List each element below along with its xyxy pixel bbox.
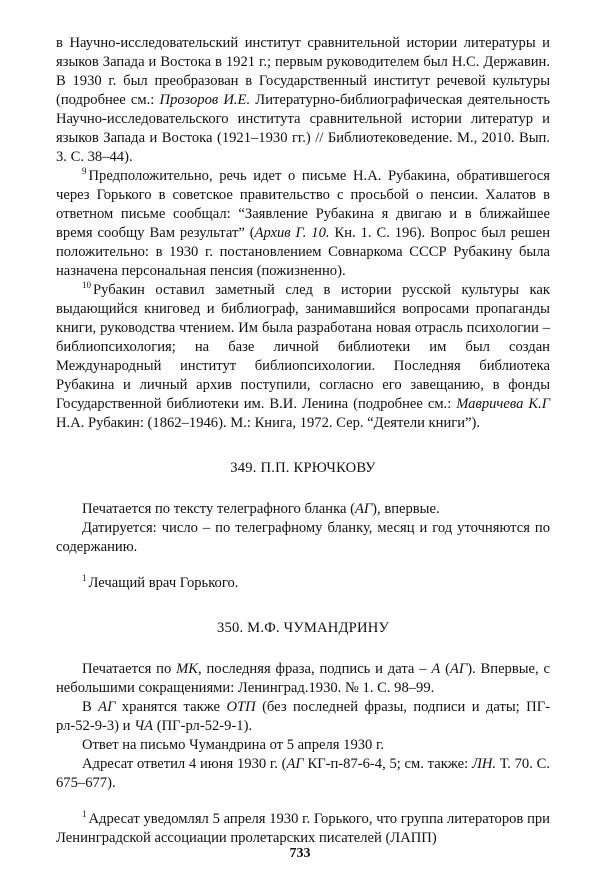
- section-heading-350: 350. М.Ф. ЧУМАНДРИНУ: [217, 620, 389, 636]
- commentary-paragraph: Ответ на письмо Чумандрина от 5 апреля 1930 г.: [82, 737, 384, 753]
- page-body: [56, 34, 550, 848]
- section-heading-349: 349. П.П. КРЮЧКОВУ: [230, 460, 376, 476]
- footnote-text: Н.А. Рубакин: (1862–1946). М.: Книга, 1972. Сер. “Деятели книги”).: [56, 415, 481, 431]
- footnote-source-ref: Архив Г. 10.: [254, 225, 330, 241]
- note-text: Литературно-библиографическая деятельность Научно-исследовательского института сравнительной истории литератур и языков Запада и Востока (1921–1930 гг.) // Библиотековедение. М., 2010. Вып. 3. С. 38–44).: [56, 92, 550, 165]
- footnote-1: [56, 810, 550, 848]
- footnote-10: [56, 281, 550, 433]
- footnote-1: [56, 574, 550, 593]
- commentary-paragraph: Печатается по тексту телеграфного бланка (АГ), впервые.: [82, 501, 440, 517]
- footnote-9: [56, 167, 550, 281]
- footnote-text: Кн. 1. С. 196). Вопрос был решен положительно: в 1930 г. постановлением Совнаркома СССР Рубакину была назначена персональная пенсия (пожизненно).: [56, 225, 551, 279]
- page-number: 733: [289, 846, 311, 861]
- footnote-number: 1: [82, 573, 87, 584]
- footnote-text: Лечащий врач Горького.: [88, 575, 239, 591]
- footnote-number: 1: [82, 809, 87, 820]
- commentary-paragraph: Адресат ответил 4 июня 1930 г. (АГ КГ-п-87-6-4, 5; см. также: ЛН. Т. 70. С. 675–677).: [56, 756, 550, 791]
- commentary-paragraph: Печатается по МК, последняя фраза, подпись и дата – А (АГ). Впервые, с небольшими сокращениями: Ленинград.1930. № 1. С. 98–99.: [56, 661, 550, 696]
- footnote-text: Рубакин оставил заметный след в истории русской культуры как выдающийся книговед и библиограф, занимавшийся вопросами пропаганды книги, руководства чтением. Им была разработана новая отрасль психологии – библиопсихология; на базе личной библиотеки им был создан Международный институт библиопсихологии. Последняя библиотека Рубакина и личный архив поступили, согласно его завещанию, в фонды Государственной библиотеки им. В.И. Ленина (подробнее см.:: [56, 282, 550, 412]
- footnote-author-ref: Мавричева К.Г: [456, 396, 550, 412]
- note-author-ref: Прозоров И.Е.: [159, 92, 251, 108]
- footnote-text: Предположительно, речь идет о письме Н.А. Рубакина, обратившегося через Горького в советское правительство с просьбой о пенсии. Халатов в ответном письме сообщал: “Заявление Рубакина я двигаю и в ближайшее время сообщу Вам результат” (: [56, 168, 550, 241]
- source-abbrev: АГ: [354, 501, 373, 517]
- commentary-paragraph: В АГ хранятся также ОТП (без последней фразы, подписи и даты; ПГ-рл-52-9-3) и ЧА (ПГ-рл-52-9-1).: [56, 699, 550, 734]
- note-text: в Научно-исследовательский институт сравнительной истории литературы и языков Запада и Востока в 1921 г.; первым руководителем был Н.С. Державин. В 1930 г. был преобразован в Государственный институт речевой культуры (подробнее см.:: [56, 35, 550, 108]
- footnote-text: Адресат уведомлял 5 апреля 1930 г. Горького, что группа литераторов при Ленинградской ассоциации пролетарских писателей (ЛАПП): [56, 811, 550, 846]
- commentary-paragraph: Датируется: число – по телеграфному бланку, месяц и год уточняются по содержанию.: [56, 520, 550, 555]
- footnote-number: 10: [82, 280, 91, 291]
- footnote-number: 9: [82, 166, 87, 177]
- note-continuation: [56, 34, 550, 167]
